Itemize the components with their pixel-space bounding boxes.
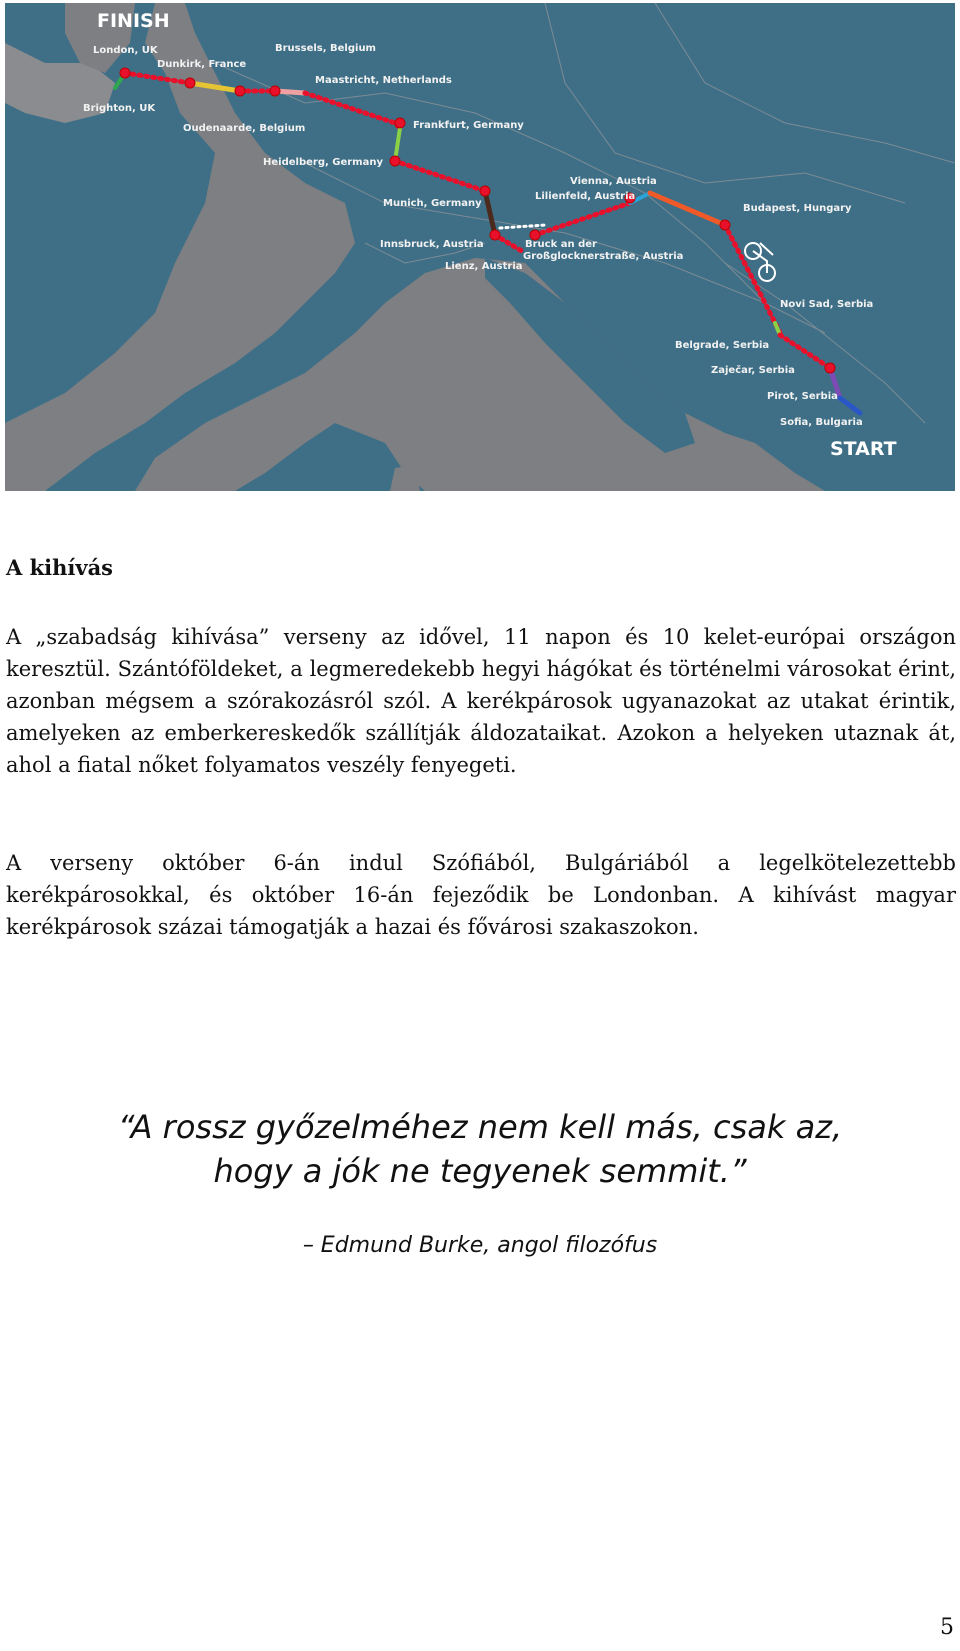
start-label: START xyxy=(830,438,897,460)
city-label: Innsbruck, Austria xyxy=(380,239,484,250)
body-paragraph: A „szabadság kihívása” verseny az idővel, 11 napon és 10 kelet-európai országon keresztül. Szántóföldeket, a legmeredekebb hegyi hágókat és történelmi városokat érint, azonban mégsem a szórakozásról szól. A kerékpárosok ugyanazokat az utakat érintik, amelyeken az emberkereskedők szállítják áldozataikat. Azokon a helyeken utaznak át, ahol a fiatal nőket folyamatos veszély fenyegeti. xyxy=(6,625,956,777)
city-label: Belgrade, Serbia xyxy=(675,340,770,351)
city-label: Munich, Germany xyxy=(383,198,482,209)
city-label: London, UK xyxy=(93,45,158,56)
quote-block xyxy=(0,1105,960,1193)
section-heading: A kihívás xyxy=(6,555,114,580)
quote-attribution: – Edmund Burke, angol filozófus xyxy=(302,1233,658,1258)
city-label: Brighton, UK xyxy=(83,103,156,114)
city-label: Oudenaarde, Belgium xyxy=(183,123,306,134)
city-label: Novi Sad, Serbia xyxy=(780,299,874,310)
city-label: Großglocknerstraße, Austria xyxy=(523,251,684,262)
city-label: Brussels, Belgium xyxy=(275,43,376,54)
page-number: 5 xyxy=(940,1615,954,1640)
finish-label: FINISH xyxy=(97,10,170,32)
city-label: Frankfurt, Germany xyxy=(413,120,524,131)
city-label: Maastricht, Netherlands xyxy=(315,75,452,86)
city-label: Vienna, Austria xyxy=(570,176,657,187)
city-label: Budapest, Hungary xyxy=(743,203,852,214)
city-label: Pirot, Serbia xyxy=(767,391,838,402)
body-paragraph: A verseny október 6-án indul Szófiából, Bulgáriából a legelkötelezettebb kerékpárosokkal, és október 16-án fejeződik be Londonban. A kihívást magyar kerékpárosok százai támogatják a hazai és fővárosi szakaszokon. xyxy=(6,851,956,939)
city-label: Dunkirk, France xyxy=(157,59,247,70)
quote-line: hogy a jók ne tegyenek semmit.” xyxy=(213,1152,747,1190)
city-label: Sofia, Bulgaria xyxy=(780,417,863,428)
city-label: Bruck an der xyxy=(525,239,597,250)
city-label: Heidelberg, Germany xyxy=(263,157,383,168)
city-label: Lilienfeld, Austria xyxy=(535,191,636,202)
route-map xyxy=(5,3,955,491)
city-label: Lienz, Austria xyxy=(445,261,523,272)
city-label: Zaječar, Serbia xyxy=(711,365,795,376)
quote-line: “A rossz győzelméhez nem kell más, csak az, xyxy=(117,1108,843,1146)
